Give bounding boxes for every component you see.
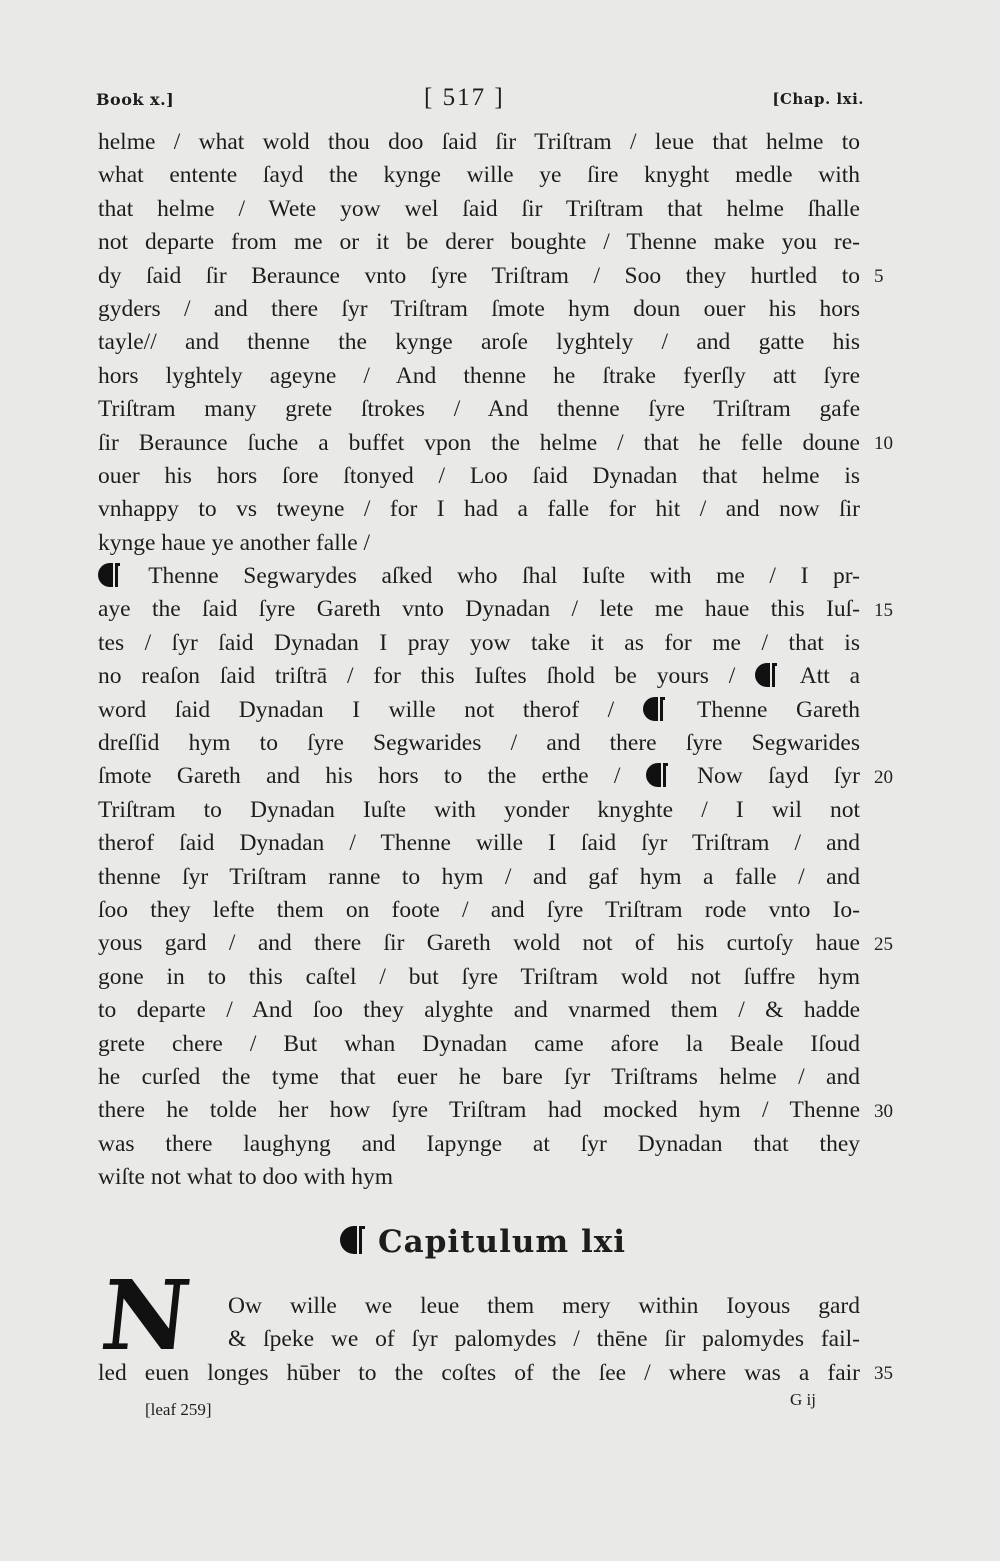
line-text: hors lyghtely ageyne / And thenne he ſtrake fyerſly att ſyre xyxy=(98,362,860,389)
line-text: therof ſaid Dynadan / Thenne wille I ſaid ſyr Triſtram / and xyxy=(98,830,860,857)
line-text: dreſſid hym to ſyre Segwarides / and there ſyre Segwarides xyxy=(98,730,860,757)
running-head-chapter: [Chap. lxi. xyxy=(772,90,864,108)
text-line xyxy=(98,193,860,226)
pilcrow-icon xyxy=(98,563,124,587)
line-text: led euen longes hūber to the coſtes of the ſee / where was a fair xyxy=(98,1359,860,1386)
line-number: 25 xyxy=(874,933,893,955)
text-line xyxy=(98,1357,860,1390)
line-text: grete chere / But whan Dynadan came afore la Beale Iſoud xyxy=(98,1030,860,1057)
line-text: Triſtram to Dynadan Iuſte with yonder knyghte / I wil not xyxy=(98,796,860,823)
text-line xyxy=(98,660,860,693)
line-text: he curſed the tyme that euer he bare ſyr Triſtrams helme / and xyxy=(98,1063,860,1090)
text-line xyxy=(228,1290,860,1323)
line-text: helme / what wold thou doo ſaid ſir Triſtram / leue that helme to xyxy=(98,129,860,155)
line-text: what entente ſayd the kynge wille ye ſire knyght medle with xyxy=(98,162,860,189)
line-number: 10 xyxy=(874,432,893,454)
line-number: 15 xyxy=(874,599,893,621)
line-text: word ſaid Dynadan I wille not therof / xyxy=(98,696,643,723)
line-text: was there laughyng and Iapynge at ſyr Dynadan that they xyxy=(98,1130,860,1157)
line-text: Ow wille we leue them mery within Ioyous gard xyxy=(228,1293,860,1319)
text-line xyxy=(98,293,860,326)
line-text: aye the ſaid ſyre Gareth vnto Dynadan / lete me haue this Iuſ- xyxy=(98,596,860,623)
pilcrow-icon xyxy=(646,763,672,787)
line-text: vnhappy to vs tweyne / for I had a falle for hit / and now ſir xyxy=(98,496,860,523)
text-line xyxy=(98,427,860,460)
line-text: ſir Beraunce ſuche a buffet vpon the helme / that he felle doune xyxy=(98,429,860,456)
text-line xyxy=(98,326,860,359)
text-line xyxy=(228,1323,860,1356)
pilcrow-icon xyxy=(643,697,669,721)
line-text-tail: Now ſayd ſyr xyxy=(671,763,860,790)
chapter-title: Capitulum lxi xyxy=(378,1224,627,1260)
line-text: Thenne Segwarydes aſked who ſhal Iuſte with me / I pr- xyxy=(124,563,860,590)
drop-initial: N xyxy=(96,1259,192,1372)
line-text: tes / ſyr ſaid Dynadan I pray yow take it as for me / that is xyxy=(98,629,860,656)
line-text: ouer his hors ſore ſtonyed / Loo ſaid Dynadan that helme is xyxy=(98,462,860,489)
line-text: kynge haue ye another falle / xyxy=(98,529,371,556)
line-text: ſoo they lefte them on foote / and ſyre Triſtram rode vnto Io- xyxy=(98,896,860,923)
line-text: gone in to this caſtel / but ſyre Triſtram wold not ſuffre hym xyxy=(98,963,860,990)
line-text: gyders / and there ſyr Triſtram ſmote hym doun ouer his hors xyxy=(98,295,860,322)
text-line xyxy=(98,593,860,626)
text-line xyxy=(98,560,860,593)
text-line xyxy=(98,493,860,526)
footer-leaf-number: [leaf 259] xyxy=(145,1400,212,1419)
text-line xyxy=(98,794,860,827)
line-text: no reaſon ſaid triſtrā / for this Iuſtes ſhold be yours / xyxy=(98,663,756,690)
text-line xyxy=(98,927,860,960)
line-number: 30 xyxy=(874,1100,893,1122)
line-number: 5 xyxy=(874,265,884,287)
text-line xyxy=(98,694,860,727)
line-text: Triſtram many grete ſtrokes / And thenne ſyre Triſtram gafe xyxy=(98,396,860,423)
line-text: yous gard / and there ſir Gareth wold not of his curtoſy haue xyxy=(98,930,860,957)
text-line xyxy=(98,994,860,1027)
line-text: ſmote Gareth and his hors to the erthe / xyxy=(98,763,646,790)
text-line xyxy=(98,393,860,426)
text-line xyxy=(98,260,860,293)
text-line xyxy=(98,1161,860,1194)
chapter-heading xyxy=(340,1224,626,1268)
pilcrow-icon xyxy=(755,663,781,687)
line-text: thenne ſyr Triſtram ranne to hym / and gaf hym a falle / and xyxy=(98,863,860,890)
text-line xyxy=(98,126,860,159)
page-number: [ 517 ] xyxy=(424,84,505,111)
line-text: that helme / Wete yow wel ſaid ſir Triſtram that helme ſhalle xyxy=(98,195,860,222)
line-text-tail: Thenne Gareth xyxy=(668,696,860,723)
running-head-book: Book x.] xyxy=(96,90,175,109)
line-text-tail: Att a xyxy=(781,663,860,690)
line-text: there he tolde her how ſyre Triſtram had mocked hym / Thenne xyxy=(98,1097,860,1124)
text-line xyxy=(98,894,860,927)
text-line xyxy=(98,1061,860,1094)
text-line xyxy=(98,1094,860,1127)
line-text: to departe / And ſoo they alyghte and vnarmed them / & hadde xyxy=(98,997,860,1024)
line-text: dy ſaid ſir Beraunce vnto ſyre Triſtram / Soo they hurtled to xyxy=(98,262,860,289)
pilcrow-icon xyxy=(340,1226,370,1254)
text-line xyxy=(98,159,860,192)
text-line xyxy=(98,760,860,793)
text-line xyxy=(98,827,860,860)
text-line xyxy=(98,627,860,660)
line-text: & ſpeke we of ſyr palomydes / thēne ſir palomydes fail- xyxy=(228,1326,860,1353)
text-line xyxy=(98,961,860,994)
chapter-text xyxy=(98,1290,893,1390)
body-text xyxy=(98,126,893,1195)
text-line xyxy=(98,861,860,894)
text-line xyxy=(98,460,860,493)
text-line xyxy=(98,527,860,560)
line-number: 35 xyxy=(874,1362,893,1384)
text-line xyxy=(98,1028,860,1061)
text-line xyxy=(98,1128,860,1161)
text-line xyxy=(98,727,860,760)
line-text: wiſte not what to doo with hym xyxy=(98,1164,394,1191)
line-text: tayle// and thenne the kynge aroſe lyghtely / and gatte his xyxy=(98,329,860,356)
text-line xyxy=(98,360,860,393)
text-line xyxy=(98,226,860,259)
running-head xyxy=(96,84,866,118)
line-text: not departe from me or it be derer boughte / Thenne make you re- xyxy=(98,229,860,256)
line-number: 20 xyxy=(874,766,893,788)
footer-signature: G ij xyxy=(790,1390,816,1409)
